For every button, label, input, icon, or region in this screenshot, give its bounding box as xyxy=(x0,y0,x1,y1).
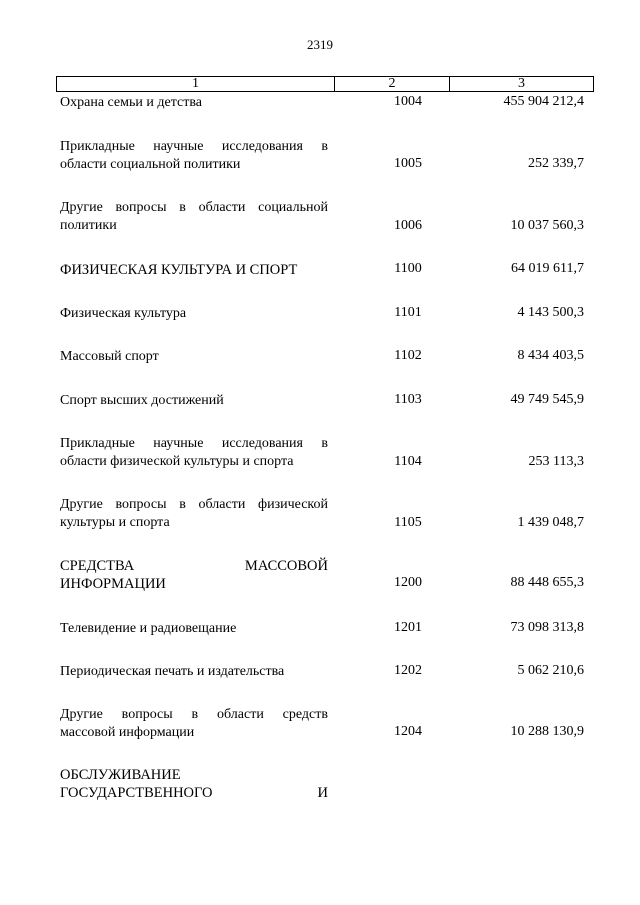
row-code: 1104 xyxy=(394,454,422,469)
row-name xyxy=(60,261,328,279)
row-name xyxy=(60,138,328,174)
table-header xyxy=(56,76,594,92)
row-amount: 64 019 611,7 xyxy=(511,261,584,276)
row-name-line: ОБСЛУЖИВАНИЕ xyxy=(60,767,181,783)
row-code: 1100 xyxy=(394,261,422,276)
row-code: 1004 xyxy=(394,94,422,109)
row-name-line: Массовый спорт xyxy=(60,349,159,364)
row-name-line: Физическая культура xyxy=(60,306,187,321)
row-name-line: Другие вопросы в области социальной xyxy=(60,200,328,215)
row-amount: 253 113,3 xyxy=(528,454,584,469)
row-code: 1202 xyxy=(394,663,422,678)
row-amount: 4 143 500,3 xyxy=(517,305,584,320)
header-col-2: 2 xyxy=(335,77,450,91)
row-name xyxy=(60,435,328,471)
row-name xyxy=(60,348,328,366)
row-amount: 10 288 130,9 xyxy=(510,724,584,739)
row-name-line: Другие вопросы в области физической xyxy=(60,497,328,512)
row-name-line: области физической культуры и спорта xyxy=(60,454,294,469)
row-amount: 252 339,7 xyxy=(528,156,584,171)
row-name xyxy=(60,663,328,681)
row-name-line: культуры и спорта xyxy=(60,515,170,530)
row-amount: 10 037 560,3 xyxy=(510,218,584,233)
row-name xyxy=(60,557,328,593)
row-name-line: СРЕДСТВА МАССОВОЙ xyxy=(60,558,328,574)
row-name-line: Охрана семьи и детства xyxy=(60,95,202,110)
row-name-line: Телевидение и радиовещание xyxy=(60,621,237,636)
row-code: 1201 xyxy=(394,620,422,635)
row-name xyxy=(60,706,328,742)
row-name xyxy=(60,496,328,532)
row-name xyxy=(60,305,328,323)
row-code: 1005 xyxy=(394,156,422,171)
page-number: 2319 xyxy=(307,37,333,52)
row-name-line: политики xyxy=(60,218,117,233)
row-code: 1101 xyxy=(394,305,422,320)
row-name xyxy=(60,766,328,802)
row-name xyxy=(60,94,328,112)
row-amount: 88 448 655,3 xyxy=(510,575,584,590)
row-name-line: массовой информации xyxy=(60,725,195,740)
row-amount: 73 098 313,8 xyxy=(510,620,584,635)
row-code: 1204 xyxy=(394,724,422,739)
row-amount: 1 439 048,7 xyxy=(517,515,584,530)
row-name-line: Спорт высших достижений xyxy=(60,393,224,408)
row-amount: 5 062 210,6 xyxy=(517,663,584,678)
row-code: 1200 xyxy=(394,575,422,590)
row-name-line: Другие вопросы в области средств xyxy=(60,707,328,722)
row-name-line: области социальной политики xyxy=(60,157,241,172)
row-code: 1103 xyxy=(394,392,422,407)
row-code: 1105 xyxy=(394,515,422,530)
row-amount: 8 434 403,5 xyxy=(517,348,584,363)
row-name xyxy=(60,620,328,638)
row-name xyxy=(60,199,328,235)
row-name-line: Прикладные научные исследования в xyxy=(60,139,328,154)
row-name-line: Прикладные научные исследования в xyxy=(60,436,328,451)
row-code: 1006 xyxy=(394,218,422,233)
row-name-line: ИНФОРМАЦИИ xyxy=(60,576,166,592)
header-col-1: 1 xyxy=(57,77,335,91)
row-name-line: Периодическая печать и издательства xyxy=(60,664,285,679)
row-name xyxy=(60,392,328,410)
row-code: 1102 xyxy=(394,348,422,363)
row-amount: 455 904 212,4 xyxy=(503,94,584,109)
row-amount: 49 749 545,9 xyxy=(510,392,584,407)
row-name-line: ГОСУДАРСТВЕННОГО И xyxy=(60,785,328,801)
row-name-line: ФИЗИЧЕСКАЯ КУЛЬТУРА И СПОРТ xyxy=(60,262,298,278)
header-col-3: 3 xyxy=(518,76,525,91)
